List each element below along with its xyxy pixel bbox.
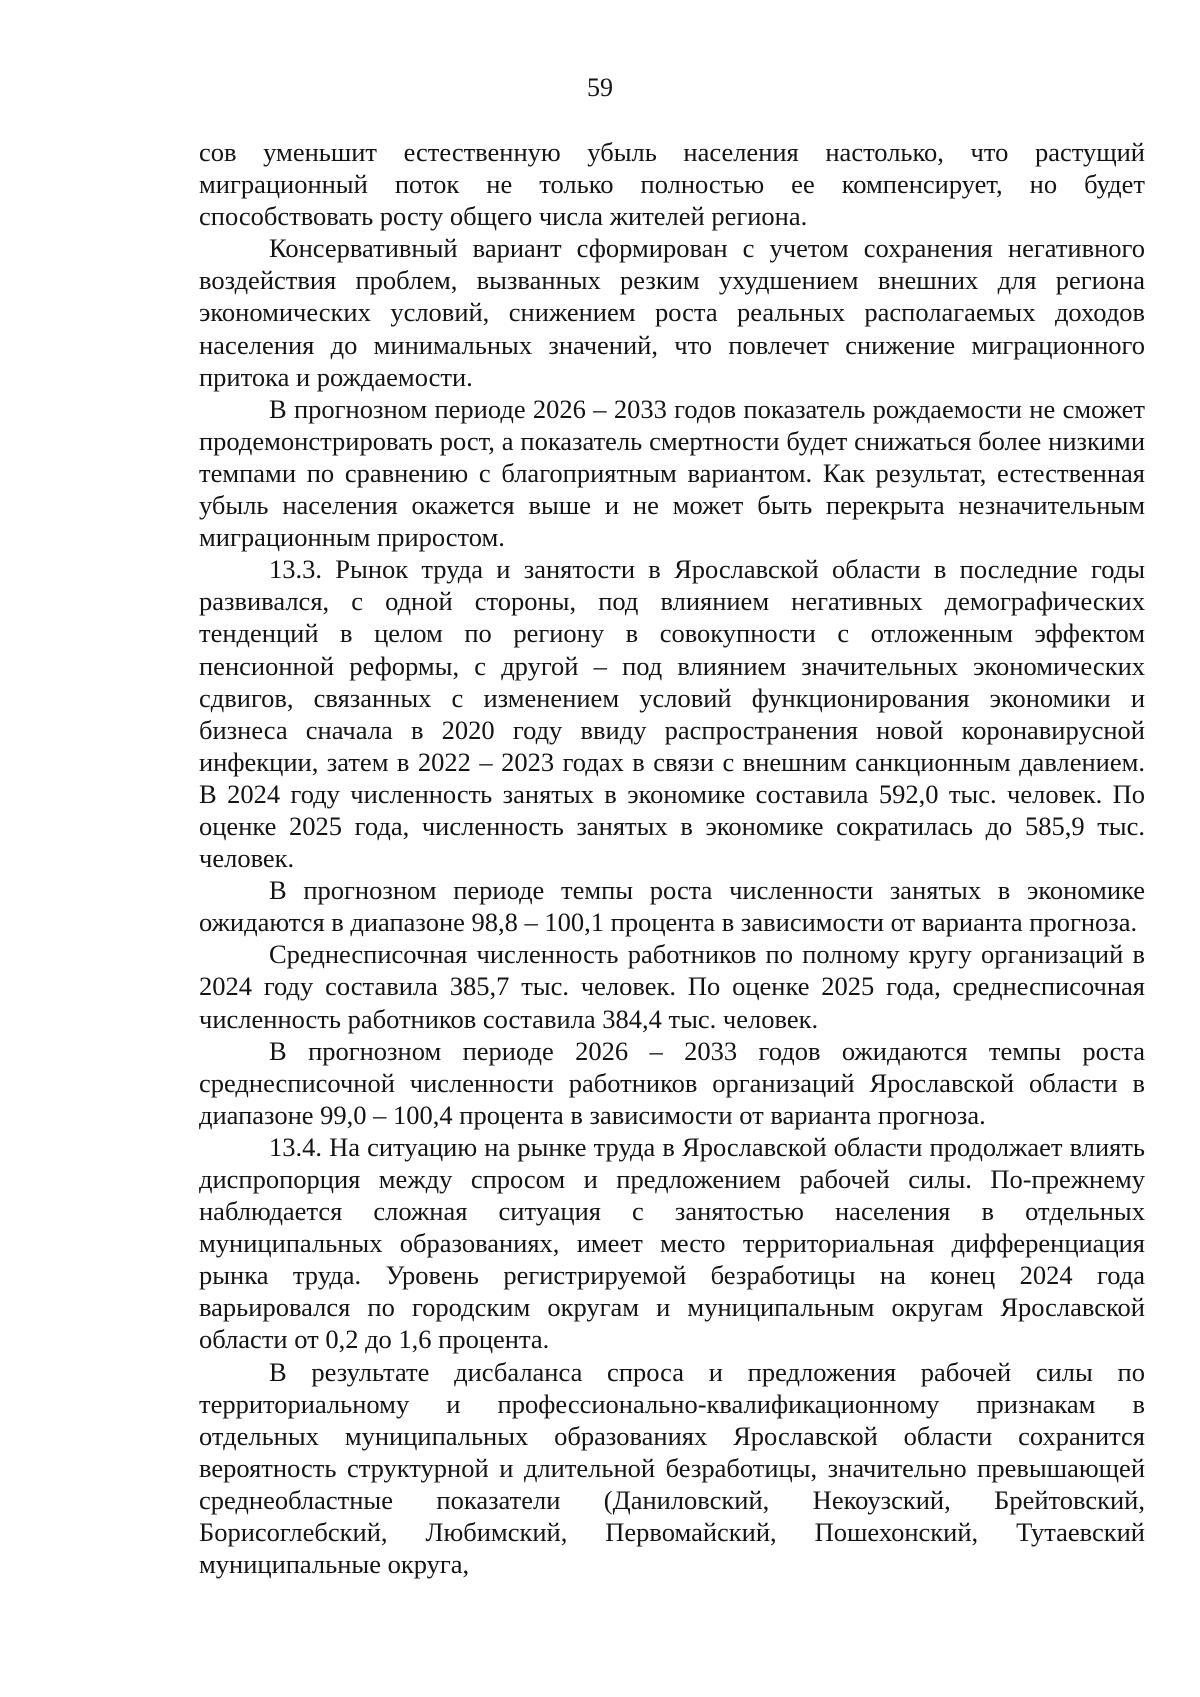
paragraph-headcount-forecast: В прогнозном периоде 2026 – 2033 годов ожидаются темпы роста среднесписочной численности работников организаций Ярославской области в диапазоне 99,0 – 100,4 процента в зависимости от варианта прогноза.: [199, 1035, 1145, 1130]
paragraph-employment-growth: В прогнозном периоде темпы роста численности занятых в экономике ожидаются в диапазоне 98,8 – 100,1 процента в зависимости от варианта прогноза.: [199, 875, 1145, 938]
paragraph-continuation: сов уменьшит естественную убыль населения настолько, что растущий миграционный поток не только полностью ее компенсирует, но будет способствовать росту общего числа жителей региона.: [199, 137, 1145, 232]
document-body: [199, 136, 1145, 1580]
page-number: 59: [587, 73, 613, 102]
paragraph-average-headcount: Среднесписочная численность работников по полному кругу организаций в 2024 году составила 385,7 тыс. человек. По оценке 2025 года, среднесписочная численность работников составила 384,4 тыс. человек.: [199, 939, 1145, 1034]
paragraph-13-3-labor-market: 13.3. Рынок труда и занятости в Ярославской области в последние годы развивался, с одной стороны, под влиянием негативных демографических тенденций в целом по региону в совокупности с отложенным эффектом пенсионной реформы, с другой – под влиянием значительных экономических сдвигов, связанных с изменением условий функционирования экономики и бизнеса сначала в 2020 году ввиду распространения новой коронавирусной инфекции, затем в 2022 – 2023 годах в связи с внешним санкционным давлением. В 2024 году численность занятых в экономике составила 592,0 тыс. человек. По оценке 2025 года, численность занятых в экономике сократилась до 585,9 тыс. человек.: [199, 554, 1145, 874]
paragraph-forecast-birthrate: В прогнозном периоде 2026 – 2033 годов показатель рождаемости не сможет продемонстрировать рост, а показатель смертности будет снижаться более низкими темпами по сравнению с благоприятным вариантом. Как результат, естественная убыль населения окажется выше и не может быть перекрыта незначительным миграционным приростом.: [199, 393, 1145, 553]
paragraph-unemployment-imbalance: В результате дисбаланса спроса и предложения рабочей силы по территориальному и профессионально-квалификационному признакам в отдельных муниципальных образованиях Ярославской области сохранится вероятность структурной и длительной безработицы, значительно превышающей среднеобластные показатели (Даниловский, Некоузский, Брейтовский, Борисоглебский, Любимский, Первомайский, Пошехонский, Тутаевский муниципальные округа,: [199, 1356, 1145, 1580]
paragraph-conservative-variant: Консервативный вариант сформирован с учетом сохранения негативного воздействия проблем, вызванных резким ухудшением внешних для региона экономических условий, снижением роста реальных располагаемых доходов населения до минимальных значений, что повлечет снижение миграционного притока и рождаемости.: [199, 233, 1145, 392]
paragraph-13-4-labor-disproportion: 13.4. На ситуацию на рынке труда в Ярославской области продолжает влиять диспропорция между спросом и предложением рабочей силы. По-прежнему наблюдается сложная ситуация с занятостью населения в отдельных муниципальных образованиях, имеет место территориальная дифференциация рынка труда. Уровень регистрируемой безработицы на конец 2024 года варьировался по городским округам и муниципальным округам Ярославской области от 0,2 до 1,6 процента.: [199, 1131, 1145, 1355]
